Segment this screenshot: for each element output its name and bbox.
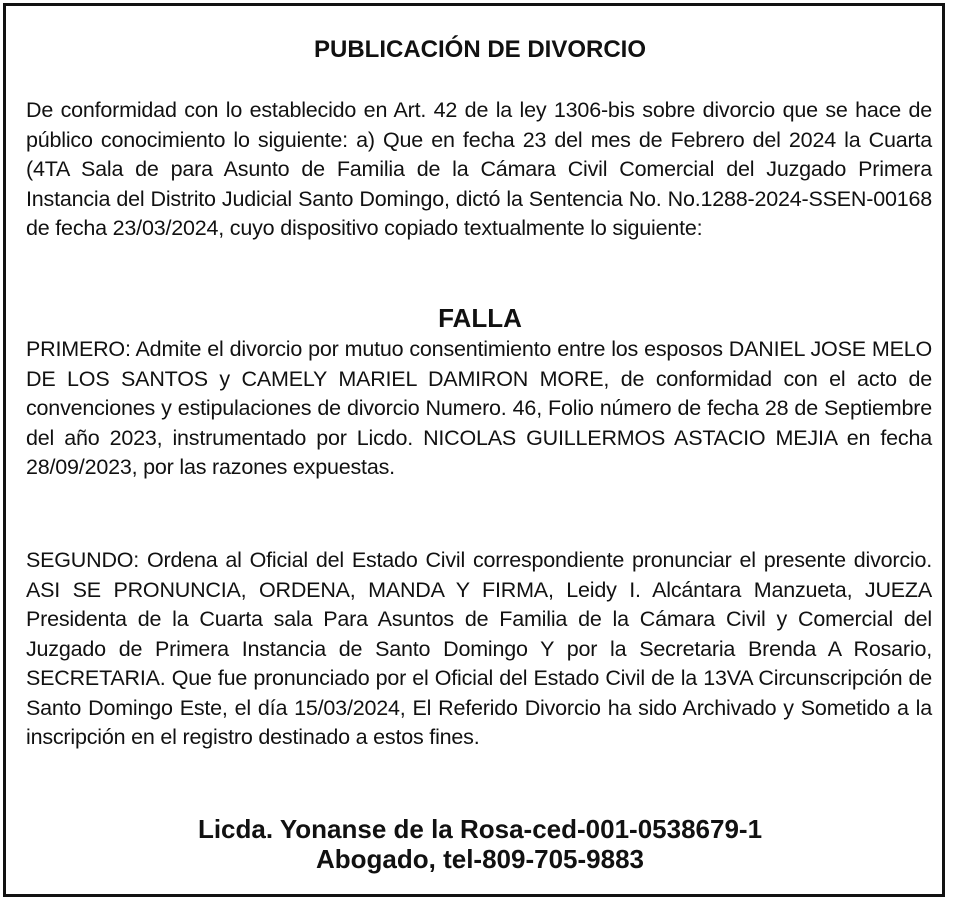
intro-paragraph: De conformidad con lo establecido en Art. 42 de la ley 1306-bis sobre divorcio que se hace de público conocimiento lo siguiente: a) Que en fecha 23 del mes de Febrero del 2024 la Cuarta (4TA Sala de para Asunto de Familia de la Cámara Civil Comercial del Juzgado Primera Instancia del Distrito Judicial Santo Domingo, dictó la Sentencia No. No.1288-2024-SSEN-00168 de fecha 23/03/2024, cuyo dispositivo copiado textualmente lo siguiente: (26, 98, 932, 240)
signature-block (6, 814, 954, 874)
segundo-paragraph: SEGUNDO: Ordena al Oficial del Estado Civil correspondiente pronunciar el presente divorcio. ASI SE PRONUNCIA, ORDENA, MANDA Y FIRMA, Leidy I. Alcántara Manzueta, JUEZA Presidenta de la Cuarta sala Para Asuntos de Familia de la Cámara Civil y Comercial del Juzgado de Primera Instancia de Santo Domingo Y por la Secretaria Brenda A Rosario, SECRETARIA. Que fue pronunciado por el Oficial del Estado Civil de la 13VA Circunscripción de Santo Domingo Este, el día 15/03/2024, El Referido Divorcio ha sido Archivado y Sometido a la inscripción en el registro destinado a estos fines. (26, 548, 932, 749)
signature-contact-line: Abogado, tel-809-705-9883 (315, 844, 644, 874)
primero-paragraph: PRIMERO: Admite el divorcio por mutuo consentimiento entre los esposos DANIEL JOSE MELO DE LOS SANTOS y CAMELY MARIEL DAMIRON MORE, de conformidad con el acto de convenciones y estipulaciones de divorcio Numero. 46, Folio número de fecha 28 de Septiembre del año 2023, instrumentado por Licdo. NICOLAS GUILLERMOS ASTACIO MEJIA en fecha 28/09/2023, por las razones expuestas. (26, 337, 932, 479)
falla-heading: FALLA (438, 303, 522, 333)
notice-frame (3, 3, 945, 897)
signature-name-line: Licda. Yonanse de la Rosa-ced-001-0538679-1 (197, 814, 763, 844)
notice-title: PUBLICACIÓN DE DIVORCIO (313, 36, 646, 63)
